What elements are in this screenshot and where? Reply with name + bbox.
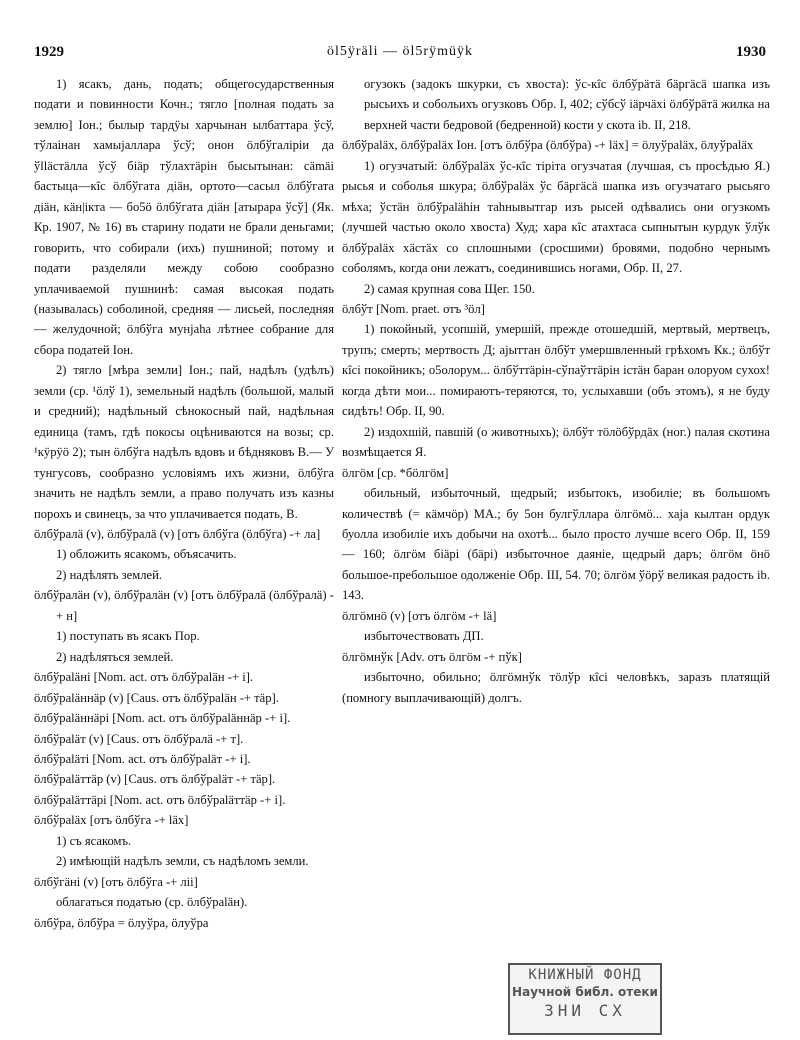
- entry-headword: öлбўра, öлбўра = öлуўра, öлуўра: [34, 915, 209, 930]
- running-title: öl5ÿräli — öl5rÿmüÿk: [327, 44, 473, 59]
- right-entry-headword: öлгöмнö (v) [отъ öлгöм -+ lä]: [342, 608, 497, 623]
- entry-headword: öлбўраläтi [Nom. act. отъ öлбўраläт -+ i].: [34, 751, 251, 766]
- stamp-line-1: КНИЖНЫЙ ФОНД: [528, 967, 642, 983]
- right-entry-headword: öлбўт [Nom. praet. отъ ³öл]: [342, 301, 485, 316]
- sense-2: 2) тягло [мѣра земли] Іон.; пай, надѣлъ (удѣлъ) земли (ср. ¹öлў 1), земельный надѣлъ (большой, малый и средний); надѣльный сѣнокосный пай, надѣльная единица (тамъ, гдѣ покосы оцѣниваются на возы; ср. ¹кÿрÿö 2); тын öлбўга надѣлъ вдовъ и бѣдняковъ В.— У тунгусовъ, сообразно условіямъ ихъ жизни, öлбўга значить не надѣлъ земли, а право получать изъ казны порохъ и свинецъ, за что уплачивается подать, В.: [34, 363, 334, 521]
- library-stamp: [508, 963, 662, 1035]
- entry-headword: öлбўгäнi (v) [отъ öлбўга -+ лii]: [34, 874, 198, 889]
- right-entry-headword: öлбўраläх, öлбўраläх Іон. [отъ öлбўра (öлбўра) -+ läх] = öлуўраläх, öлуўраläх: [342, 138, 754, 153]
- entry-headword: öлбўралäн (v), öлбўралäн (v) [отъ öлбўралä (öлбўралä) -+ н]: [34, 588, 334, 623]
- continued-text: огузокъ (задокъ шкурки, съ хвоста): ўс-кîс öлбўрäтä бäргäсä шапка изъ рысьихъ и собольихъ огузковъ Обр. I, 402; сўбсў iäрчäхi öлбўрäтä жилка на верхней части бедровой (бедренной) кости у скота ib. II, 218.: [364, 77, 770, 132]
- entry-sense: 2) надѣляться землей.: [56, 649, 174, 664]
- right-entry-headword: öлгöм [ср. *бöлгöм]: [342, 465, 449, 480]
- right-entries: [342, 135, 770, 708]
- right-entry-sense: 2) издохшій, павшій (о животныхъ); öлбўт тöлöбўрдäх (ног.) палая скотина возмѣщается Я.: [342, 424, 770, 460]
- right-entry-sense: 2) самая крупная сова Щег. 150.: [364, 281, 535, 296]
- right-entry-sense: избыточно, обильно; öлгöмнўк тöлўр кîсi человѣкъ, заразъ платящій (помногу выплачивающій) долгъ.: [342, 670, 770, 705]
- entry-headword: öлбўралä (v), öлбўралä (v) [отъ öлбўга (öлбўга) -+ ла]: [34, 526, 321, 541]
- right-column: [342, 74, 770, 708]
- stamp-line-2: Научной библ. отеки: [512, 985, 658, 999]
- entry-headword: öлбўраläнi [Nom. act. отъ öлбўраläн -+ i].: [34, 670, 254, 685]
- entry-sense: 2) надѣлять землей.: [56, 567, 162, 582]
- entry-headword: öлбўраläх [отъ öлбўга -+ läх]: [34, 813, 189, 828]
- right-entry-sense: обильный, избыточный, щедрый; избытокъ, изобиліе; въ большомъ количествѣ (= кäмчöр) МА.; бу 5он булгўллара öлгöмö... хаjа кылтан ордук буолла изобиліе ихъ добычи на охотѣ... было просто лучше всего Обр. II, 159 — 160; öлгöм бiäрi (бäрi) избыточное даяніе, щедрый даръ; öлгöм öнö большое-пребольшое одолженіе Обр. III, 54. 70; öлгöм ўöрў великая радость ib. 143.: [342, 486, 770, 603]
- right-entry-sense: избыточествовать ДП.: [364, 629, 484, 644]
- entry-headword: öлбўраläттäр (v) [Caus. отъ öлбўраläт -+ тäр].: [34, 772, 276, 787]
- entry-sense: 1) съ ясакомъ.: [56, 833, 132, 848]
- stamp-line-3: ЗНИ СХ: [544, 1001, 626, 1020]
- entry-headword: öлбўраläт (v) [Caus. отъ öлбўралä -+ т].: [34, 731, 244, 746]
- page-number-left: 1929: [34, 44, 64, 60]
- entry-headword: öлбўраläннäр (v) [Caus. отъ öлбўраläн -+ тäр].: [34, 690, 279, 705]
- right-entry-sense: 1) покойный, усопшій, умершій, прежде отошедшій, мертвый, мертвецъ, трупъ; смерть; мертвость Д; аjыттан öлбўт умершвленный грѣхомъ Кк.; öлбўт кîсi покойникъ; о5олорум... öлбўттäрін-сўпаўттäрін істäн баран олоруом сухох! когда дѣти мои... помираютъ-теряются, то, услыхавши (объ этомъ), я не буду сидѣть! Обр. II, 90.: [342, 322, 770, 419]
- entry-sense: 2) имѣющій надѣлъ земли, съ надѣломъ земли.: [56, 854, 309, 869]
- right-entry-headword: öлгöмнўк [Adv. отъ öлгöм -+ пўк]: [342, 649, 522, 664]
- left-entries: [34, 524, 334, 933]
- entry-headword: öлбўраläттäрi [Nom. act. отъ öлбўраläттäр -+ i].: [34, 792, 286, 807]
- left-column: [34, 74, 334, 933]
- entry-headword: öлбўраläннäрi [Nom. act. отъ öлбўраläннäр -+ i].: [34, 711, 291, 726]
- entry-sense: облагаться податью (ср. öлбўраläн).: [56, 895, 248, 910]
- right-entry-sense: 1) огузчатый: öлбўраläх ўс-кîс тіріта огузчатая (лучшая, съ просѣдью Я.) рысья и соболья шкура; öлбўраläх ўс бäргäсä шапка изъ огузчатаго рысьяго мѣха; ўстäн öлбўраlähін таhнывытгар изъ рысей одѣвались они огузкомъ (лучшей частью около хвоста) Худ; хара кîс атахтаса сыпнытын курдук ўлўк öлбўраläх хäстäх со сплошными (сросшими) бровями, подобно чернымъ соболямъ, когда они лежатъ, соединившись ногами, Обр. II, 27.: [342, 158, 770, 276]
- entry-sense: 1) поступать въ ясакъ Пор.: [56, 629, 200, 644]
- sense-1: 1) ясакъ, дань, подать; общегосударственныя подати и повинности Кочн.; тягло [полная подать за землю] Іон.; былыр тардÿы харчынан ылбаттара ўсў, тўлаінан хамыjаллара ўсў; онон öлбўгаліріи да ўlläстäлла ўсў біäр тўлахтäрін бысытынан: сämäi бастыца—кîс öлбўгата дiäн, ортото—сасыл öлбўгата дiäн, кäн|ікта — бо5ö öлбўгата дiäн [атырара ўсў] (Як. Кр. 1907, № 16) въ старину подати не брали деньгами; говорить, что собирали (ихъ) пушниной; потому и подати разделяли между собою сообразно уплачиваемой пушнинѣ: самая высокая подать (называлась) соболиной, средняя — лисьей, последняя — желудочной; öлбўга мунjаhа лѣтнее собрание для сбора податей Іон.: [34, 77, 334, 357]
- page-number-right: 1930: [736, 44, 766, 60]
- entry-sense: 1) обложить ясакомъ, объясачить.: [56, 547, 237, 562]
